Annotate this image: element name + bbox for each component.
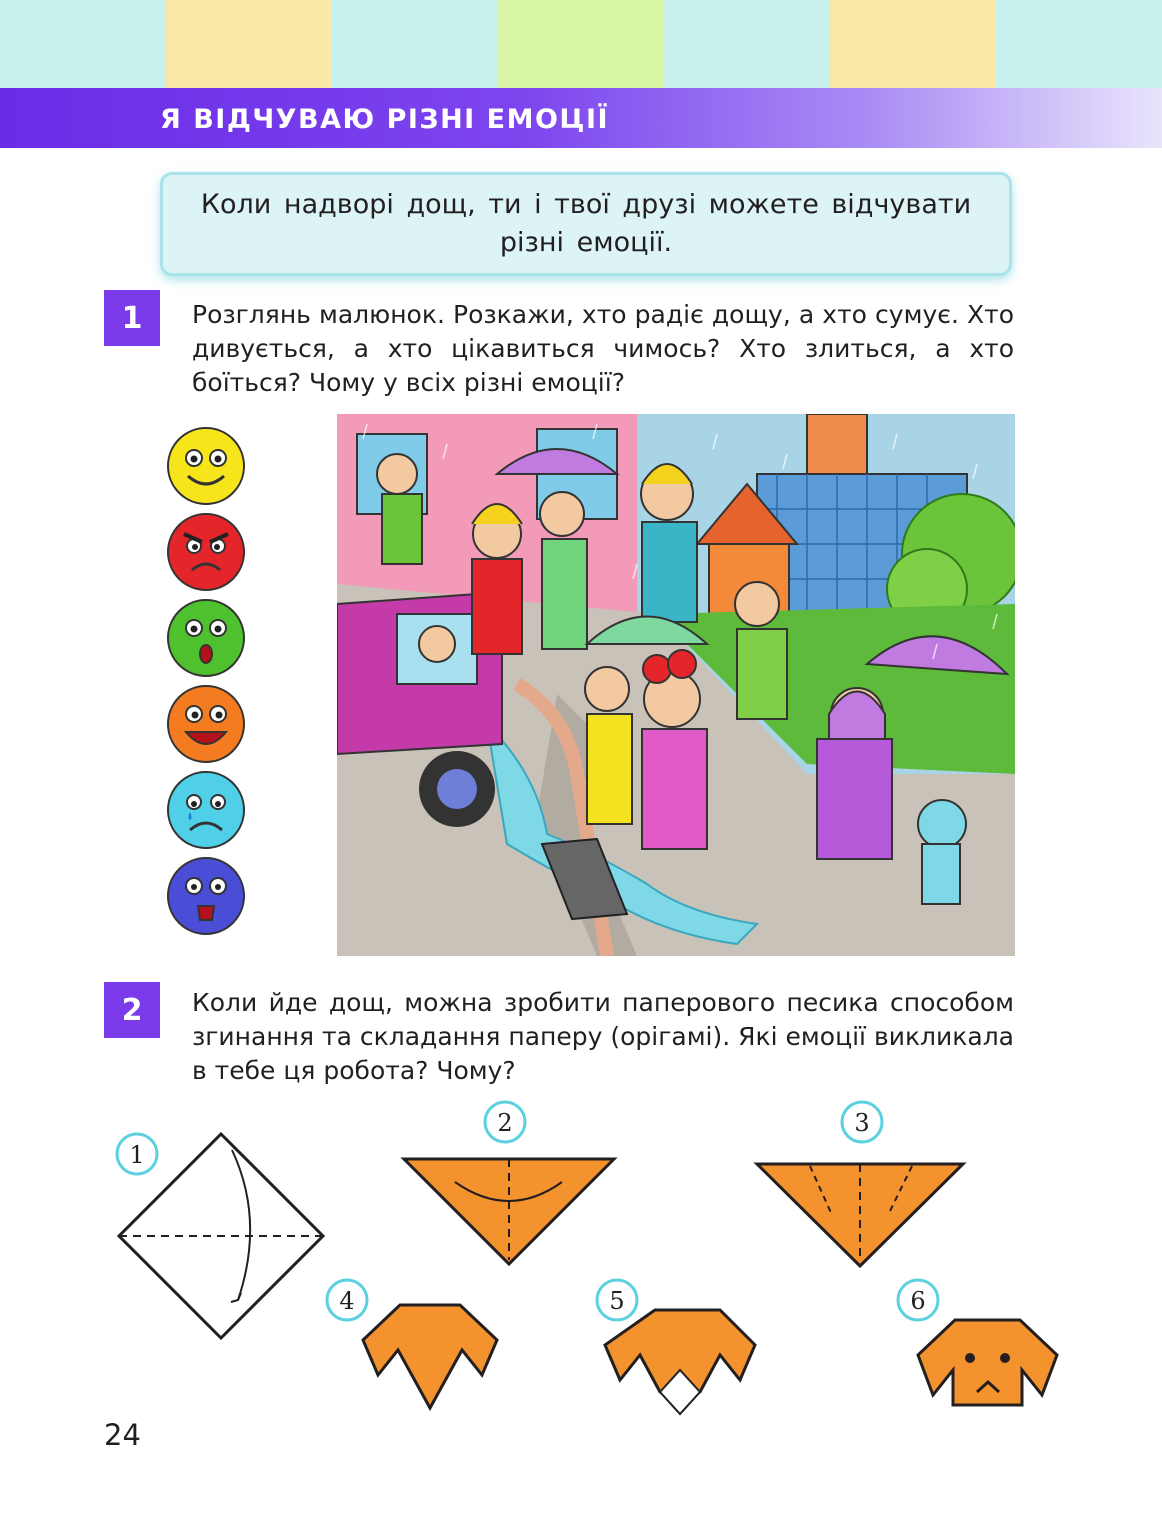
task-1-number-badge: 1: [104, 290, 160, 346]
stripe: [664, 0, 830, 88]
rainy-street-illustration: [337, 414, 1015, 956]
step-number: 2: [497, 1109, 513, 1137]
happy-face-icon: [166, 426, 246, 506]
laughing-face-icon: [166, 684, 246, 764]
step-number: 3: [854, 1109, 870, 1137]
stripe: [996, 0, 1162, 88]
intro-text: Коли надворі дощ, ти і твої друзі можете відчувати різні емоції.: [200, 189, 972, 258]
origami-step-6: [898, 1280, 1057, 1405]
stripe: [498, 0, 664, 88]
stripe: [0, 0, 166, 88]
stripe: [166, 0, 332, 88]
step-number: 5: [609, 1287, 625, 1315]
sad-face-icon: [166, 770, 246, 850]
page-title: Я ВІДЧУВАЮ РІЗНІ ЕМОЦІЇ: [160, 104, 610, 135]
scared-face-icon: [166, 856, 246, 936]
surprised-face-icon: [166, 598, 246, 678]
origami-step-5: [597, 1280, 755, 1414]
origami-step-2: [404, 1102, 614, 1264]
page-number: 24: [104, 1418, 141, 1452]
task-2-text: Коли йде дощ, можна зробити паперового песика способом згинання та складання паперу (орігамі). Які емоції викликала в тебе ця робота? Чому?: [192, 988, 1014, 1085]
step-number: 6: [910, 1287, 926, 1315]
origami-step-4: [327, 1280, 497, 1408]
origami-dog-steps-diagram: [0, 1090, 1162, 1430]
intro-box: [160, 172, 1012, 276]
angry-face-icon: [166, 512, 246, 592]
origami-step-1: [117, 1134, 323, 1338]
step-number: 4: [339, 1287, 355, 1315]
origami-step-3: [757, 1102, 963, 1266]
step-number: 1: [129, 1141, 145, 1169]
task-1-text: Розглянь малюнок. Розкажи, хто радіє дощу, а хто сумує. Хто дивується, а хто цікавиться чимось? Хто злиться, а хто боїться? Чому у всіх різні емоції?: [192, 300, 1014, 397]
stripe: [830, 0, 996, 88]
top-color-stripes: [0, 0, 1162, 88]
task-2-number-badge: 2: [104, 982, 160, 1038]
stripe: [332, 0, 498, 88]
